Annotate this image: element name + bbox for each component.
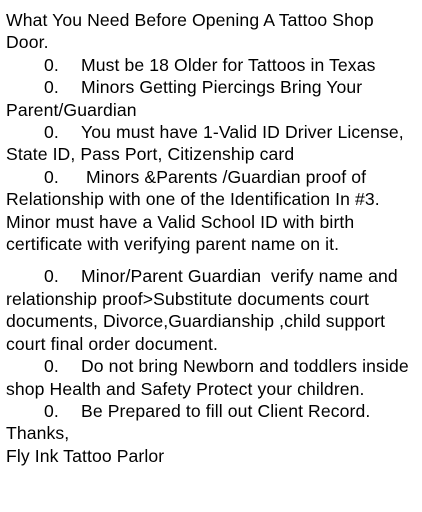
list-item-text: Be Prepared to fill out Client Record. — [81, 400, 371, 421]
list-item-number: 0. — [44, 54, 59, 75]
list-item — [6, 265, 418, 355]
list-item-number: 0. — [44, 77, 59, 98]
paragraph-gap — [6, 255, 418, 265]
list-item — [6, 166, 418, 256]
closing-text: Thanks, — [6, 423, 70, 444]
list-item-text: Must be 18 Older for Tattoos in Texas — [81, 54, 376, 75]
list-item-number: 0. — [44, 166, 59, 187]
list-item — [6, 54, 418, 76]
list-item-number: 0. — [44, 122, 59, 143]
list-item-text: You must have 1-Valid ID Driver License, State ID, Pass Port, Citizenship card — [6, 122, 409, 165]
list-item-text: Minor/Parent Guardian verify name and relationship proof>Substitute documents court documents, Divorce,Guardianship ,child support court final order document. — [6, 266, 403, 354]
list-item — [6, 76, 418, 121]
document-body — [6, 9, 418, 467]
list-item-text: Do not bring Newborn and toddlers inside shop Health and Safety Protect your children. — [6, 356, 414, 399]
list-item — [6, 400, 418, 422]
list-item-text: Minors Getting Piercings Bring Your Parent/Guardian — [6, 77, 368, 120]
list-item-text: Minors &Parents /Guardian proof of Relationship with one of the Identification In #3. Minor must have a Valid School ID with birth certificate with verifying parent name on it. — [6, 166, 385, 255]
signature-text: Fly Ink Tattoo Parlor — [6, 445, 165, 466]
document-title: What You Need Before Opening A Tattoo Shop Door. — [6, 10, 379, 53]
list-item — [6, 355, 418, 400]
list-item-number: 0. — [44, 400, 59, 421]
list-item — [6, 121, 418, 166]
list-item-number: 0. — [44, 356, 59, 377]
list-item-number: 0. — [44, 266, 59, 287]
